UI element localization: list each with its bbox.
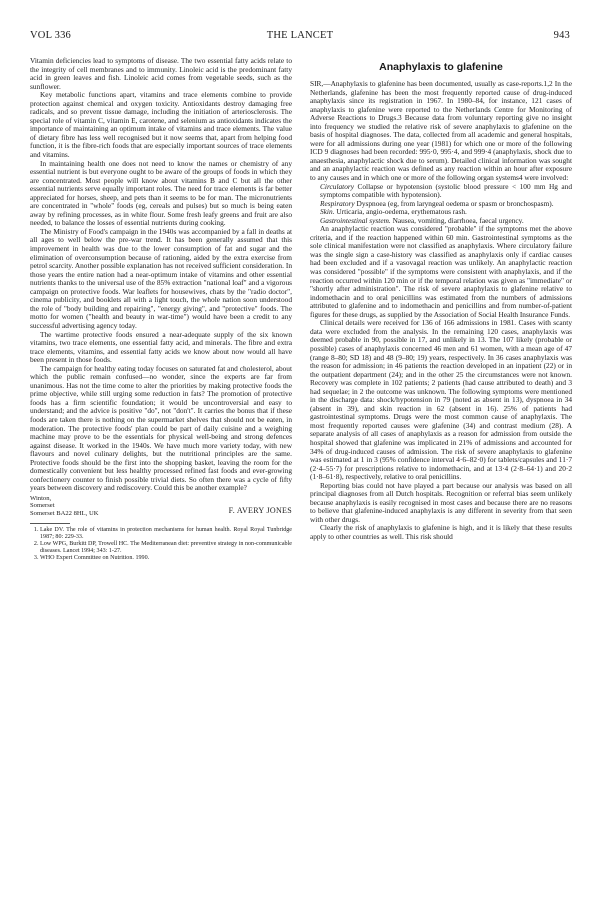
definition-list	[320, 183, 572, 226]
definition-text: Collapse or hypotension (systolic blood pressure < 100 mm Hg and symptoms compatible with hypotension).	[320, 181, 572, 200]
volume-label: VOL 336	[30, 30, 71, 41]
paragraph: The Ministry of Food's campaign in the 1940s was accompanied by a fall in deaths at all ages to well below the pre-war trend. It has been generally assumed that this improvement in health was due to the lower consumption of fat and sugar and the elimination of overconsumption because of rationing, aided by the extra exercise from petrol scarcity. Another possible explanation has not received sufficient consideration. In those years the entire nation had a near-optimum intake of vitamins and other essential nutrients thanks to the universal use of the 85% extraction "national loaf" and a vigorous campaign on protective foods. War leaflets for housewives, chats by the "radio doctor", cinema publicity, and booklets all with a light touch, the whole nation soon understood the role of "body building and repairing", "energy giving", and "protective" foods. The motto for women ("health and beauty in war-time") would have been a credit to any successful advertising agency today.	[30, 226, 292, 330]
author-name: F. AVERY JONES	[228, 505, 292, 515]
references	[30, 527, 292, 562]
paragraph: The wartime protective foods ensured a near-adequate supply of the six known vitamins, two trace elements, one essential fatty acid, and minerals. The fibre and extra trace elements, vitamins, and essential fatty acids we know about now would all have been present in those foods.	[30, 329, 292, 365]
reference-item: 1. Lake DV. The role of vitamins in protection mechanisms for human health. Royal Royal Tunbridge 1987; 80: 229-33.	[40, 527, 292, 541]
paragraph: In maintaining health one does not need to know the names or chemistry of any essential nutrient is but everyone ought to be aware of the groups of foods in which they are concentrated. Most people will know about vitamins B and C but all the other essential nutrients serve equally important roles. The need for trace elements is far better appreciated for horses, sheep, and pets than it seems to be for man. The micronutrients are concentrated in "whole" foods (eg, cereals and pulses) but so much is being eaten away by refining processes, as in white flour. Some fresh leafy greens and fruit are also needed, to balance the losses of essential nutrients during cooking.	[30, 158, 292, 228]
divider	[30, 523, 70, 524]
definition-term: Skin.	[320, 207, 335, 217]
paragraph: SIR,—Anaphylaxis to glafenine has been documented, usually as case-reports.1,2 In the Netherlands, glafenine has been the most frequently reported cause of drug-induced anaphylaxis since its registration in 1967. In 1980–84, for instance, 121 cases of anaphylaxis to glafenine were reported to the Netherlands Centre for Monitoring of Adverse Reactions to Drugs.3 Because data from voluntary reporting give no insight into frequency we studied the relative risk of severe anaphylaxis to glafenine on the basis of hospital diagnoses. The data, collected from all academic and general hospitals, were for all admissions during one year (1981) for which one or more of the following ICD 9 diagnoses had been recorded: 995·0, 995·4, and 999·4 (anaphylaxis, shock due to anaesthesia, anaphylactic shock due to serum). Detailed clinical information was sought and an anaphylactic reaction was defined as any reaction within an hour after exposure to any causes and in which one or more of the following organ systems4 were involved:	[310, 79, 572, 183]
paragraph: An anaphylactic reaction was considered "probable" if the symptoms met the above criteria, and if the reaction happened within 60 min. Gastrointestinal symptoms as the sole clinical manifestation were not classified as anaphylaxis. Where circulatory failure was the single sign a case-history was classified as anaphylaxis only if cardiac causes had been excluded and if a vasovagal reaction was unlikely. An anaphylactic reaction was considered "possible" if the symptoms were consistent with anaphylaxis, and if the reaction occurred within 120 min or if the temporal relation was given as "immediate" or "shortly after administration". The risk of severe anaphylaxis to glafenine relative to indomethacin and to oral penicillins was estimated from the numbers of admissions attributed to glafenine and to indomethacin and penicillins and from number-of-patient figures for these drugs, as supplied by the Association of Social Health Insurance Funds.	[310, 224, 572, 319]
paragraph: The campaign for healthy eating today focuses on saturated fat and cholesterol, about which the public remain confused—no wonder, since the experts are far from unanimous. Has not the time come to alter the priorities by making protective foods the prime objective, while still urging some reduction in fats? The promotion of protective foods has a firm scientific foundation; it would be uncontroversial and easy to understand; and the advice is positive "do", not "don't". It carries the bonus that if these foods are taken there is nothing on the supermarket shelves that should not be eaten, in moderation. The protective foods' plan could be part of daily cuisine and a weighing machine may prove to be the essentials for physical well-being and strong defences against disease. It worked in the 1940s. We have much more variety today, with new flavours and novel culinary delights, but the nutritional principles are the same. Protective foods should be the first into the shopping basket, leaving the room for the domestically convenient but less healthy processed refined fast foods and ever-growing confectionery counter to finish possible trivial diets. So often there was a cycle of fifty years between discovery and rediscovery. Could this be another example?	[30, 363, 292, 493]
definition-item	[320, 183, 572, 200]
definition-text: Urticaria, angio-oedema, erythematous rash.	[336, 207, 467, 217]
definition-term: Respiratory	[320, 198, 355, 208]
address-line: Somerset BA22 8HL, UK	[30, 510, 99, 518]
paragraph: Key metabolic functions apart, vitamins and trace elements combine to provide protection against chemical and oxygen toxicity. Antioxidants destroy damaging free radicals, and so prevent tissue damage, including the initiation of arteriosclerosis. The special role of vitamin C, vitamin E, carotene, and selenium as antioxidants indicates the importance of maintaining an optimum intake of vitamins and trace elements. The value of dietary fibre has less well recognised but it now seems that, apart from helping food function, it is the fibre-rich foods that are especially important sources of trace elements and vitamins.	[30, 90, 292, 160]
reference-item: 3. WHO Expert Committee on Nutrition. 1990.	[40, 555, 292, 562]
paragraph: Clinical details were received for 136 of 166 admissions in 1981. Cases with scanty data were excluded from the analysis. In the remaining 120 cases, anaphylaxis was deemed probable in 90, possible in 17, and unlikely in 13. The 107 likely (probable or possible) cases of anaphylaxis concerned 46 men and 61 women, with a mean age of 47 (range 8–80; SD 18) and 48 (9–80; 19) years, respectively. In 36 cases anaphylaxis was the reason for admission; in 46 patients the reaction developed in an inpatient (22) or in the outpatient department (24); and in the other 25 the circumstances were not known. Recovery was complete in 102 patients; 2 patients (had cause attributed to death) and 3 had sequelae; in 2 the outcome was unknown. The following symptoms were mentioned in the discharge data: shock/hypotension in 79 (noted as absent in 13), dyspnoea in 34 (absent in 39), and skin reaction in 62 (absent in 16). 25% of patients had gastrointestinal symptoms. Drugs were the most common cause of anaphylaxis. The most frequently reported causes were glafenine (34) and contrast medium (28). A separate analysis of all cases of anaphylaxis as a reason for admission from outside the hospital showed that glafenine was implicated in 21% of admissions and accounted for 34% of drug-induced causes of admission. The risk of severe anaphylaxis to glafenine was estimated at 1 in 3 (95% confidence interval 4·6–82·0) for tablets/capsules and 11·7 (2·4–55·7) for prescriptions relative to indomethacin, and at 13·4 (2·8–64·1) and 20·2 (1·8–61·8), respectively, relative to oral penicillins.	[310, 318, 572, 482]
author-address	[30, 495, 99, 518]
page-number: 943	[553, 30, 570, 41]
running-header	[30, 30, 570, 44]
address-line: Somerset	[30, 502, 55, 510]
definition-text: Dyspnoea (eg, from laryngeal oedema or spasm or bronchospasm).	[356, 198, 554, 208]
address-line: Winton,	[30, 494, 52, 502]
reference-item: 2. Low WPG, Burkitt DP, Trowell HC. The Mediterranean diet: preventive strategy in non-communicable diseases. Lancet 1994; 343: 1-27.	[40, 541, 292, 555]
definition-term: Circulatory	[320, 181, 354, 191]
left-column	[30, 57, 292, 562]
signature-block	[30, 495, 292, 520]
paragraph: Vitamin deficiencies lead to symptoms of disease. The two essential fatty acids relate to the integrity of cell membranes and to immunity. Linoleic acid is the predominant fatty acid in green leaves and fish. Linoleic acid comes from vegetable seeds, such as the sunflower.	[30, 56, 292, 91]
paragraph: Clearly the risk of anaphylaxis to glafenine is high, and it is likely that these results apply to other countries as well. This risk should	[310, 523, 572, 541]
letter-title: Anaphylaxis to glafenine	[379, 61, 503, 73]
paragraph: Reporting bias could not have played a part because our analysis was based on all principal diagnoses from all Dutch hospitals. Recognition or referral bias seem unlikely because anaphylaxis is easily recognised in most cases and because there are no reasons to believe that glafenine-induced anaphylaxis is any different in severity from that seen with other drugs.	[310, 480, 572, 524]
right-column	[310, 57, 572, 542]
definition-term: Gastrointestinal system.	[320, 215, 391, 225]
journal-name: THE LANCET	[266, 30, 334, 41]
definition-text: Nausea, vomiting, diarrhoea, faecal urgency.	[392, 215, 524, 225]
